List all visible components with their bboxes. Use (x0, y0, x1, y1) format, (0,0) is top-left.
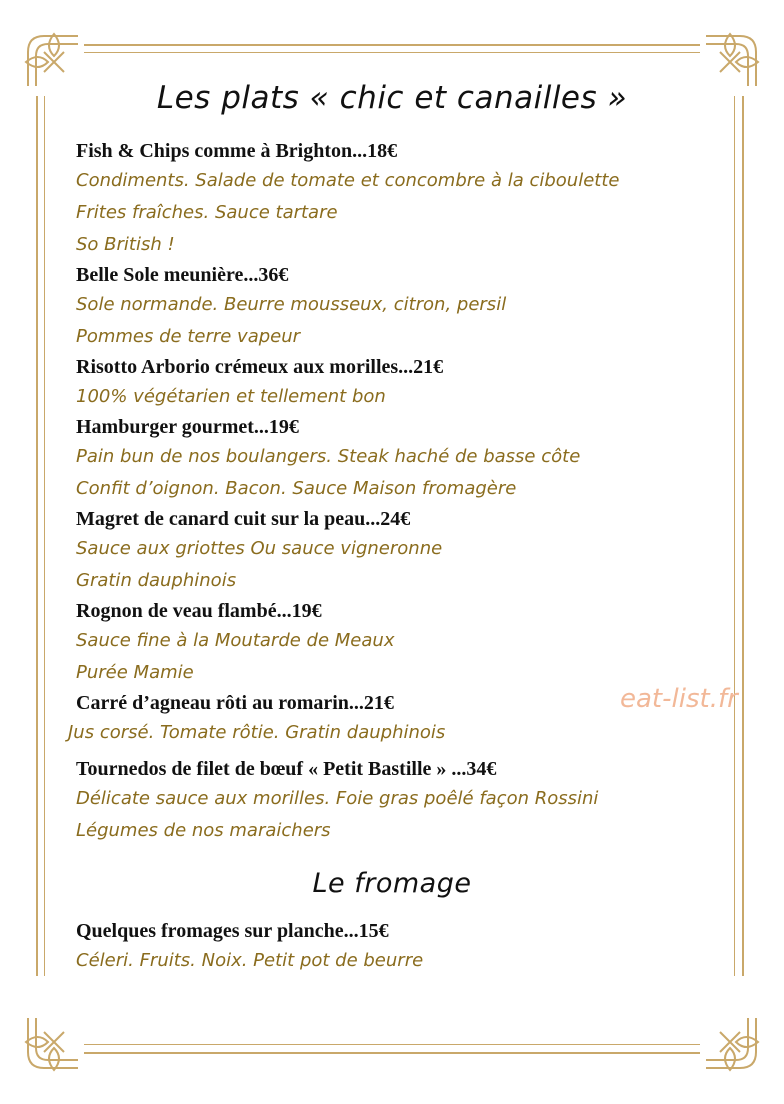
frame-bottom-line-inner (84, 1044, 700, 1045)
dish-description: Jus corsé. Tomate rôtie. Gratin dauphinois (68, 722, 446, 743)
dish-name: Hamburger gourmet...19€ (76, 416, 299, 438)
dish-description: Pommes de terre vapeur (76, 326, 301, 347)
watermark-text: eat-list.fr (620, 684, 738, 714)
dish-name: Quelques fromages sur planche...15€ (76, 920, 389, 942)
section-title-fromage: Le fromage (312, 868, 472, 899)
dish-name: Rognon de veau flambé...19€ (76, 600, 322, 622)
dish-description: Confit d’oignon. Bacon. Sauce Maison fromagère (76, 478, 517, 499)
dish-description: Purée Mamie (76, 662, 194, 683)
corner-ornament-icon (694, 1006, 766, 1078)
dish-description: Délicate sauce aux morilles. Foie gras poêlé façon Rossini (76, 788, 599, 809)
dish-name: Tournedos de filet de bœuf « Petit Bastille » ...34€ (76, 758, 497, 780)
frame-top-line (84, 44, 700, 46)
frame-bottom-line (84, 1052, 700, 1054)
dish-description: Sauce aux griottes Ou sauce vigneronne (76, 538, 443, 559)
dish-description: Gratin dauphinois (76, 570, 237, 591)
dish-description: Condiments. Salade de tomate et concombre à la ciboulette (76, 170, 620, 191)
dish-description: Frites fraîches. Sauce tartare (76, 202, 338, 223)
frame-left-line (36, 96, 38, 976)
dish-description: Céleri. Fruits. Noix. Petit pot de beurre (76, 950, 424, 971)
frame-left-line-inner (44, 96, 45, 976)
corner-ornament-icon (18, 1006, 90, 1078)
frame-top-line-inner (84, 52, 700, 53)
dish-name: Magret de canard cuit sur la peau...24€ (76, 508, 411, 530)
section-title-plats: Les plats « chic et canailles » (156, 80, 628, 116)
dish-description: So British ! (76, 234, 175, 255)
dish-name: Fish & Chips comme à Brighton...18€ (76, 140, 398, 162)
dish-description: Sole normande. Beurre mousseux, citron, persil (76, 294, 507, 315)
dish-description: Sauce fine à la Moutarde de Meaux (76, 630, 395, 651)
dish-name: Belle Sole meunière...36€ (76, 264, 289, 286)
frame-right-line (742, 96, 744, 976)
dish-description: Légumes de nos maraichers (76, 820, 331, 841)
dish-description: 100% végétarien et tellement bon (76, 386, 386, 407)
dish-name: Risotto Arborio crémeux aux morilles...21€ (76, 356, 444, 378)
dish-name: Carré d’agneau rôti au romarin...21€ (76, 692, 394, 714)
frame-right-line-inner (734, 96, 735, 976)
dish-description: Pain bun de nos boulangers. Steak haché de basse côte (76, 446, 581, 467)
